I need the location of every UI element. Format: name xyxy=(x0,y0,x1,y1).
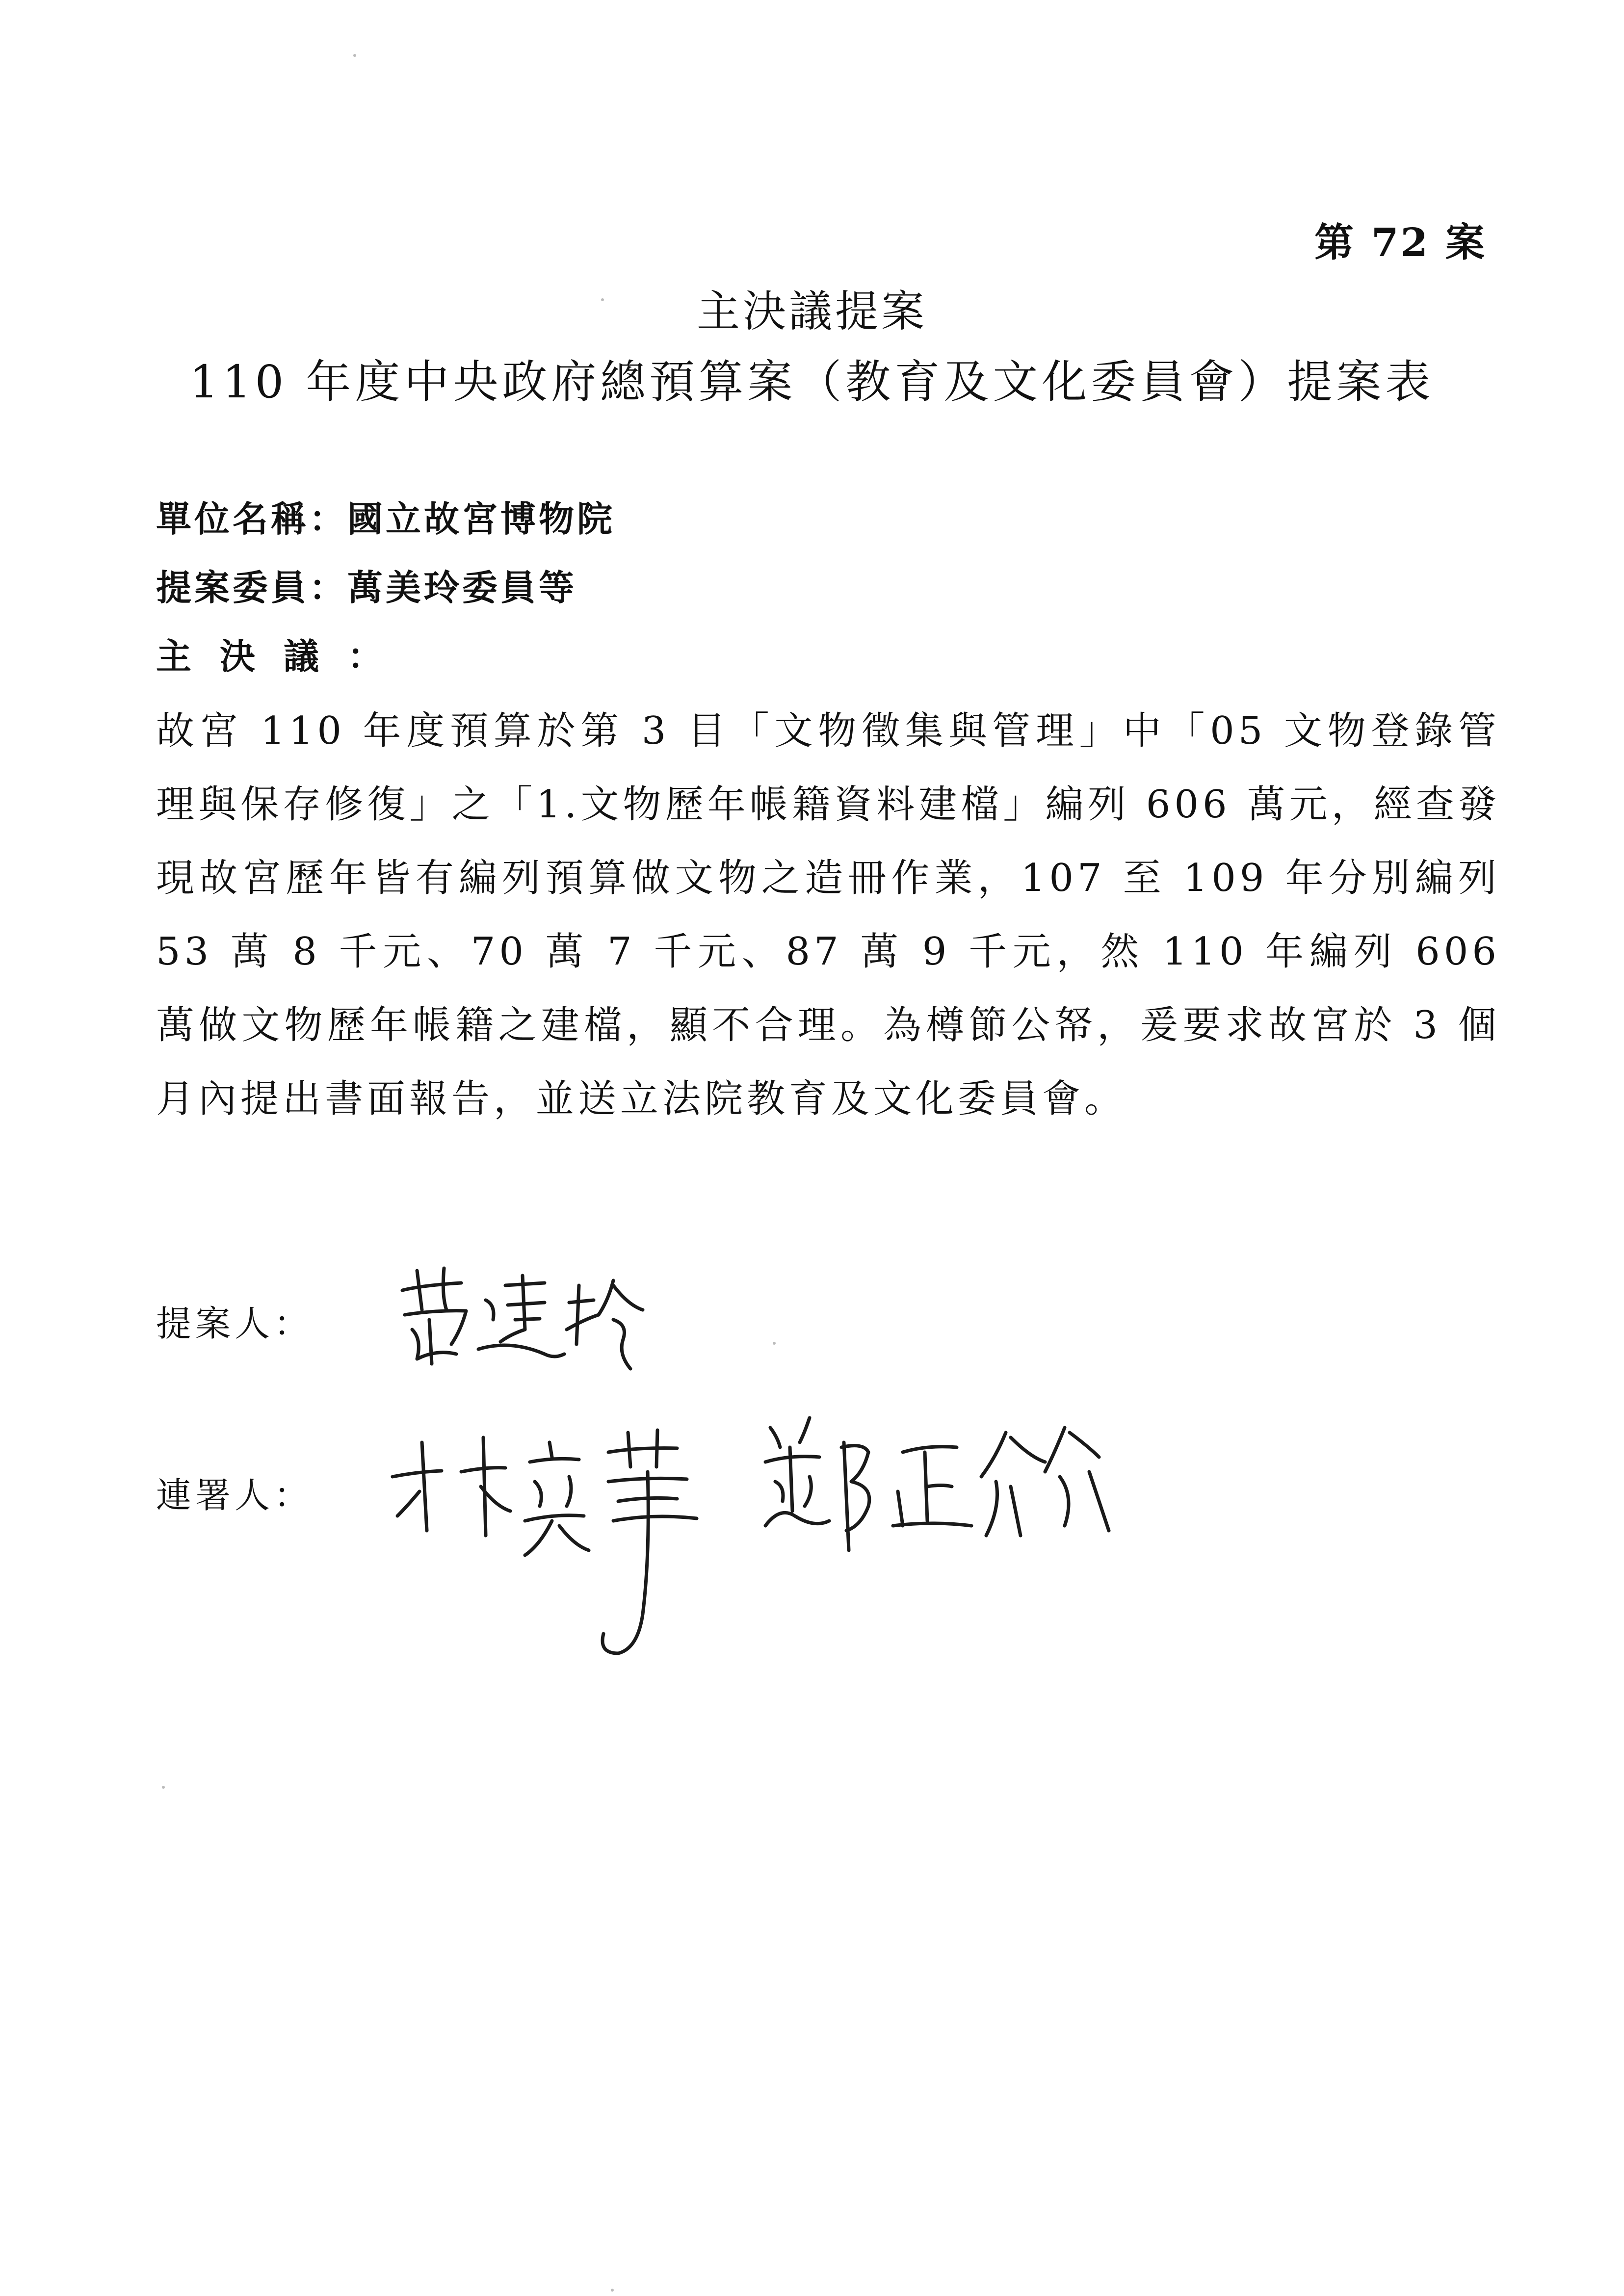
cosigner-signature-1 xyxy=(383,1408,746,1663)
proposer-field xyxy=(156,559,577,610)
case-number: 第 72 案 xyxy=(1314,219,1487,265)
proposer-label: 提案委員： xyxy=(156,567,348,608)
unit-label: 單位名稱： xyxy=(156,498,348,540)
document-title: 主決議提案 xyxy=(696,286,927,337)
proposer-signature-label: 提案人： xyxy=(156,1303,314,1344)
resolution-colon: ： xyxy=(347,635,386,677)
unit-value: 國立故宮博物院 xyxy=(347,498,616,540)
scan-speck xyxy=(353,54,356,57)
document-subtitle: 110 年度中央政府總預算案（教育及文化委員會）提案表 xyxy=(189,356,1435,408)
resolution-label: 主決議 xyxy=(156,635,348,677)
scan-speck xyxy=(601,298,604,301)
proposer-signature xyxy=(383,1256,657,1383)
resolution-heading xyxy=(156,628,386,679)
scan-speck xyxy=(773,1342,776,1345)
unit-field xyxy=(156,491,615,542)
resolution-body: 故宮 110 年度預算於第 3 目「文物徵集與管理」中「05 文物登錄管理與保存修復」之「1.文物歷年帳籍資料建檔」編列 606 萬元，經查發現故宮歷年皆有編列預算做文物之造冊作業，107 至 109 年分別編列 53 萬 8 千元、70 萬 7 千元、87 萬 9 千元，然 110 年編列 606 萬做文物歷年帳籍之建檔，顯不合理。為樽節公帑，爰要求故宮於 3 個月內提出書面報告，並送立法院教育及文化委員會。 xyxy=(156,709,1500,1121)
cosigner-signature-2 xyxy=(756,1408,1138,1565)
scan-speck xyxy=(162,1786,165,1789)
cosigner-signature-label: 連署人： xyxy=(156,1475,314,1516)
proposer-value: 萬美玲委員等 xyxy=(347,567,577,608)
scan-speck xyxy=(611,2289,614,2292)
